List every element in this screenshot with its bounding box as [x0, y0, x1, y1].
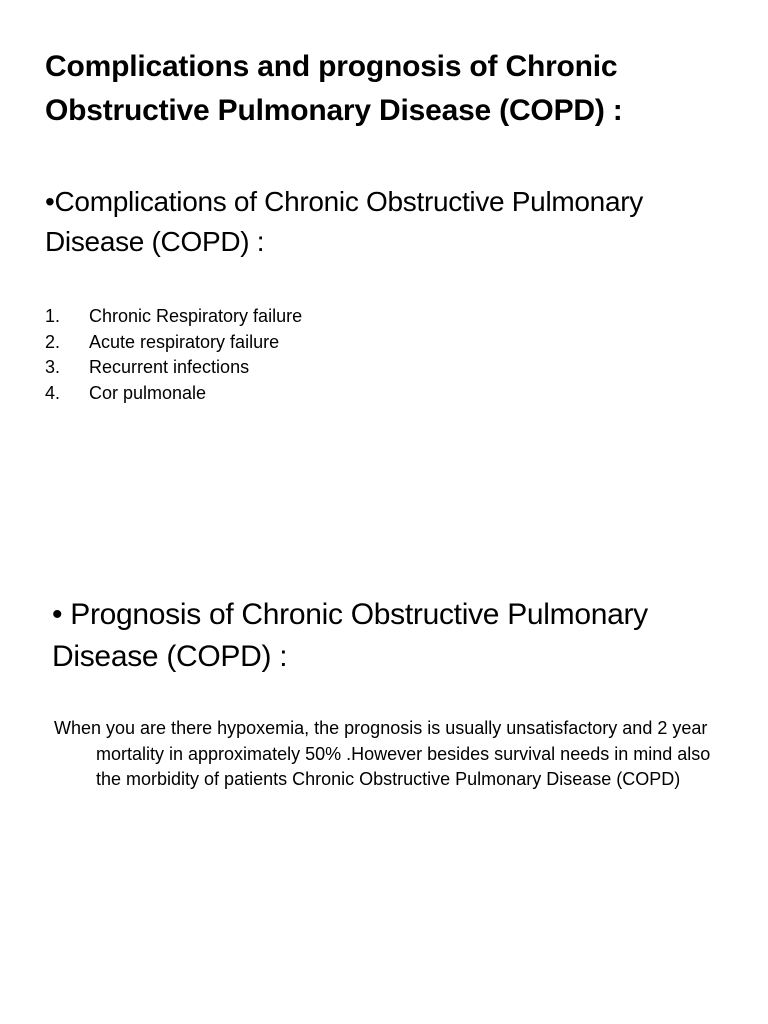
list-item: [45, 355, 302, 381]
list-item-text: Recurrent infections: [89, 357, 250, 377]
list-item-text: Cor pulmonale: [89, 382, 207, 403]
list-item-number: 3.: [45, 357, 61, 377]
prognosis-heading: • Prognosis of Chronic Obstructive Pulmonary Disease (COPD) :: [52, 598, 648, 673]
complications-list: [45, 304, 302, 406]
list-item: [45, 381, 302, 407]
list-item-number: 4.: [45, 382, 61, 403]
list-item: [45, 304, 302, 330]
list-item-number: 2.: [45, 331, 61, 352]
page-title: Complications and prognosis of Chronic Obstructive Pulmonary Disease (COPD) :: [45, 50, 623, 127]
prognosis-paragraph: When you are there hypoxemia, the prognosis is usually unsatisfactory and 2 year mortality in approximately 50% .However besides survival needs in mind also the morbidity of patients Chronic Obstructive Pulmonary Disease (COPD): [54, 718, 711, 789]
complications-heading: •Complications of Chronic Obstructive Pulmonary Disease (COPD) :: [45, 186, 643, 257]
list-item-text: Acute respiratory failure: [89, 331, 280, 352]
list-item: [45, 330, 302, 356]
list-item-text: Chronic Respiratory failure: [89, 306, 303, 326]
list-item-number: 1.: [45, 306, 61, 326]
